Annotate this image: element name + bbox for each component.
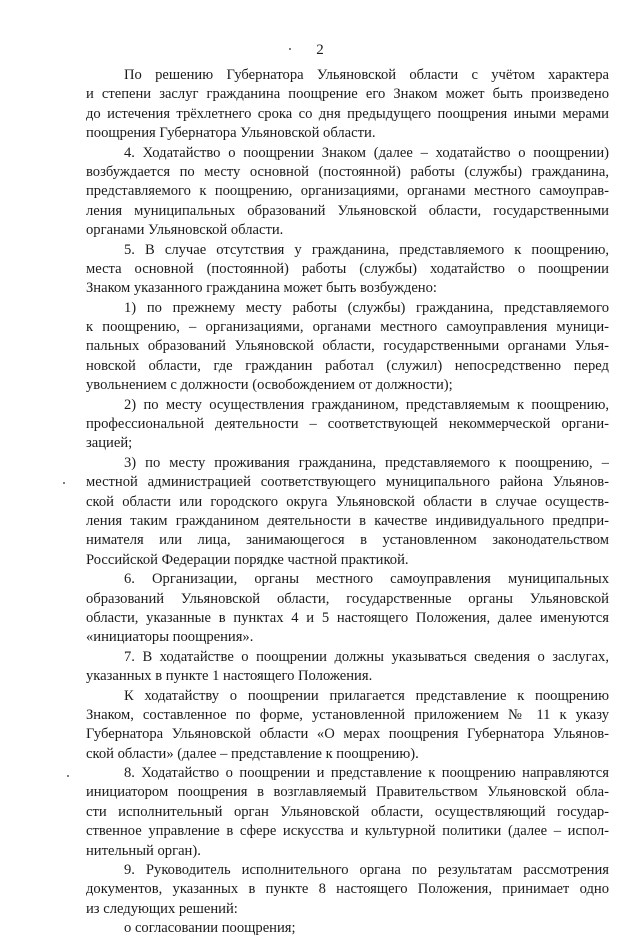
text-line: 4. Ходатайство о поощрении Знаком (далее – ходатайство о поощрении) — [124, 144, 609, 161]
text-line: 6. Организации, органы местного самоуправления муниципальных — [124, 571, 609, 588]
text-line: нительный орган). — [86, 842, 201, 859]
text-line: 1) по прежнему месту работы (службы) гражданина, представляемого — [124, 299, 609, 316]
text-line: ления муниципальных образований Ульяновской области, государственными — [86, 202, 609, 219]
text-line: Знаком, составленное по форме, установленной приложением № 11 к указу — [86, 706, 609, 723]
text-line: 3) по месту проживания гражданина, представляемого к поощрению, – — [124, 454, 609, 471]
text-line: 5. В случае отсутствия у гражданина, представляемого к поощрению, — [124, 241, 609, 258]
text-line: местной администрацией соответствующего муниципального района Ульянов- — [86, 474, 609, 491]
text-line: ской области или городского округа Ульяновской области в случае осуществ- — [86, 493, 609, 510]
text-line: пальных образований Ульяновской области, государственными органами Улья- — [86, 338, 609, 355]
text-line: поощрения Губернатора Ульяновской области. — [86, 125, 376, 142]
text-line: 9. Руководитель исполнительного органа по результатам рассмотрения — [124, 862, 609, 879]
text-line: места основной (постоянной) работы (службы) ходатайство о поощрении — [86, 260, 609, 277]
text-line: представляемого к поощрению, организациями, органами местного самоуправ- — [86, 183, 609, 200]
text-line: 2) по месту осуществления гражданином, представляемым к поощрению, — [124, 396, 609, 413]
page-number: 2 — [316, 42, 324, 58]
text-line: возбуждается по месту основной (постоянной) работы (службы) гражданина, — [86, 163, 609, 180]
text-line: документов, указанных в пункте 8 настоящего Положения, принимает одно — [86, 881, 609, 898]
text-line: о согласовании поощрения; — [124, 920, 296, 937]
scan-speck — [289, 48, 291, 50]
scan-speck — [67, 775, 69, 777]
text-line: области, указанные в пунктах 4 и 5 настоящего Положения, далее именуются — [86, 609, 609, 626]
text-line: К ходатайству о поощрении прилагается представление к поощрению — [124, 687, 609, 704]
text-line: инициатором поощрения в возглавляемый Правительством Ульяновской обла- — [86, 784, 609, 801]
text-line: новской области, где гражданин работал (служил) непосредственно перед — [86, 357, 609, 374]
text-line: ления таким гражданином деятельности в качестве индивидуального предпри- — [86, 512, 609, 529]
text-line: Знаком указанного гражданина может быть возбуждено: — [86, 280, 437, 297]
text-line: По решению Губернатора Ульяновской области с учётом характера — [124, 67, 609, 83]
text-line: Российской Федерации порядке частной практикой. — [86, 551, 409, 568]
scan-speck — [63, 482, 65, 484]
text-line: и степени заслуг гражданина поощрение его Знаком может быть произведено — [86, 86, 609, 103]
text-line: ской области» (далее – представление к поощрению). — [86, 745, 419, 762]
document-body — [86, 66, 609, 939]
text-line: «инициаторы поощрения». — [86, 629, 254, 646]
text-line: ственное управление в сфере искусства и культурной политики (далее – испол- — [86, 823, 609, 840]
text-line: профессиональной деятельности – соответствующей некоммерческой органи- — [86, 416, 609, 433]
text-line: до истечения трёхлетнего срока со дня предыдущего поощрения иными мерами — [86, 105, 609, 122]
text-line: сти исполнительный орган Ульяновской области, осуществляющий государ- — [86, 803, 609, 820]
text-line: нимателя или лица, занимающегося в установленном законодательством — [86, 532, 609, 549]
text-line: образований Ульяновской области, государственные органы Ульяновской — [86, 590, 609, 607]
text-line: из следующих решений: — [86, 900, 238, 917]
text-line: к поощрению, – организациями, органами местного самоуправления муници- — [86, 319, 609, 336]
text-line: указанных в пункте 1 настоящего Положения. — [86, 668, 373, 685]
text-line: Губернатора Ульяновской области «О мерах поощрения Губернатора Ульянов- — [86, 726, 609, 743]
text-line: зацией; — [86, 435, 133, 452]
text-line: увольнением с должности (освобождением от должности); — [86, 377, 453, 394]
text-line: органами Ульяновской области. — [86, 222, 284, 239]
text-line: 7. В ходатайстве о поощрении должны указываться сведения о заслугах, — [124, 648, 609, 665]
text-line: 8. Ходатайство о поощрении и представление к поощрению направляются — [124, 765, 609, 782]
